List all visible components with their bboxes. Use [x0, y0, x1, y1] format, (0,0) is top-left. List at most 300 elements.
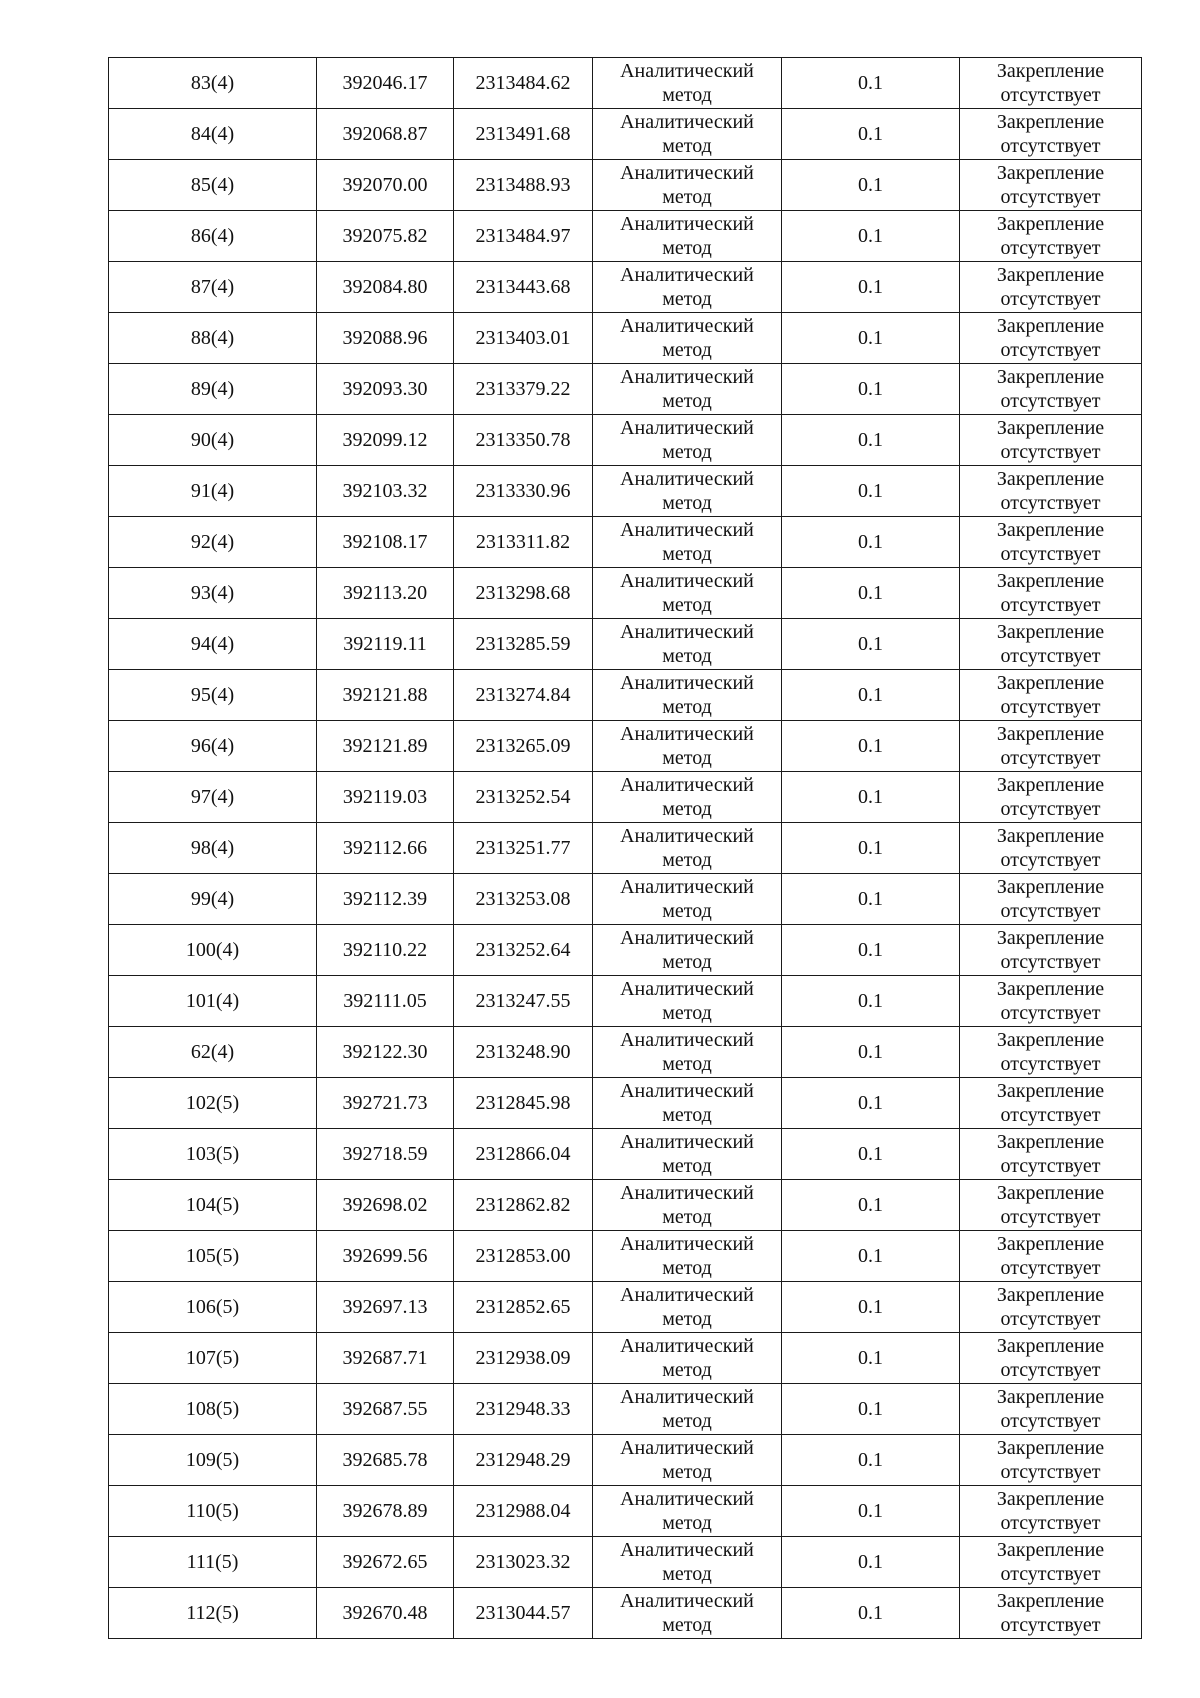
table-row: [109, 721, 1142, 772]
y-coordinate-cell: 2313298.68: [454, 568, 593, 619]
y-coordinate-cell: 2313265.09: [454, 721, 593, 772]
fixing-cell: [960, 772, 1142, 823]
accuracy-cell: 0.1: [782, 415, 960, 466]
method-cell: [593, 1231, 782, 1282]
method-line-1: Аналитический: [620, 1284, 754, 1306]
table-row: [109, 466, 1142, 517]
y-coordinate-cell: 2312852.65: [454, 1282, 593, 1333]
fixing-line-2: отсутствует: [1000, 390, 1101, 412]
fixing-line-2: отсутствует: [1000, 951, 1101, 973]
accuracy-cell: 0.1: [782, 1537, 960, 1588]
method-line-1: Аналитический: [620, 1590, 754, 1612]
method-cell: [593, 1384, 782, 1435]
fixing-line-1: Закрепление: [996, 774, 1105, 796]
y-coordinate-cell: 2313274.84: [454, 670, 593, 721]
y-coordinate-cell: 2313023.32: [454, 1537, 593, 1588]
x-coordinate-cell: 392687.55: [317, 1384, 454, 1435]
table-row: [109, 1435, 1142, 1486]
fixing-line-1: Закрепление: [996, 111, 1105, 133]
fixing-cell: [960, 415, 1142, 466]
fixing-line-1: Закрепление: [996, 927, 1105, 949]
fixing-cell: [960, 1537, 1142, 1588]
method-line-2: метод: [662, 492, 712, 514]
point-number-cell: 99(4): [109, 874, 317, 925]
table-row: [109, 1384, 1142, 1435]
table-row: [109, 619, 1142, 670]
y-coordinate-cell: 2312948.29: [454, 1435, 593, 1486]
table-row: [109, 1486, 1142, 1537]
method-line-1: Аналитический: [620, 1233, 754, 1255]
y-coordinate-cell: 2313247.55: [454, 976, 593, 1027]
fixing-line-1: Закрепление: [996, 1386, 1105, 1408]
accuracy-cell: 0.1: [782, 1435, 960, 1486]
x-coordinate-cell: 392698.02: [317, 1180, 454, 1231]
method-line-1: Аналитический: [620, 315, 754, 337]
fixing-cell: [960, 1435, 1142, 1486]
y-coordinate-cell: 2313350.78: [454, 415, 593, 466]
fixing-cell: [960, 925, 1142, 976]
table-row: [109, 1129, 1142, 1180]
y-coordinate-cell: 2313443.68: [454, 262, 593, 313]
method-line-2: метод: [662, 747, 712, 769]
y-coordinate-cell: 2312845.98: [454, 1078, 593, 1129]
point-number-cell: 93(4): [109, 568, 317, 619]
method-line-2: метод: [662, 900, 712, 922]
method-cell: [593, 109, 782, 160]
accuracy-cell: 0.1: [782, 976, 960, 1027]
fixing-line-1: Закрепление: [996, 213, 1105, 235]
method-line-1: Аналитический: [620, 468, 754, 490]
method-cell: [593, 925, 782, 976]
method-line-2: метод: [662, 1512, 712, 1534]
table-row: [109, 262, 1142, 313]
x-coordinate-cell: 392099.12: [317, 415, 454, 466]
accuracy-cell: 0.1: [782, 1333, 960, 1384]
method-cell: [593, 58, 782, 109]
y-coordinate-cell: 2313491.68: [454, 109, 593, 160]
x-coordinate-cell: 392699.56: [317, 1231, 454, 1282]
fixing-cell: [960, 823, 1142, 874]
fixing-line-1: Закрепление: [996, 1488, 1105, 1510]
y-coordinate-cell: 2313484.97: [454, 211, 593, 262]
y-coordinate-cell: 2312862.82: [454, 1180, 593, 1231]
fixing-line-2: отсутствует: [1000, 1308, 1101, 1330]
fixing-line-1: Закрепление: [996, 264, 1105, 286]
table-row: [109, 1537, 1142, 1588]
fixing-line-2: отсутствует: [1000, 849, 1101, 871]
method-line-2: метод: [662, 441, 712, 463]
method-line-1: Аналитический: [620, 723, 754, 745]
fixing-line-1: Закрепление: [996, 1080, 1105, 1102]
method-cell: [593, 415, 782, 466]
fixing-line-1: Закрепление: [996, 1590, 1105, 1612]
fixing-line-2: отсутствует: [1000, 543, 1101, 565]
fixing-cell: [960, 1588, 1142, 1639]
fixing-line-1: Закрепление: [996, 1284, 1105, 1306]
method-line-2: метод: [662, 645, 712, 667]
fixing-line-1: Закрепление: [996, 978, 1105, 1000]
fixing-line-1: Закрепление: [996, 1539, 1105, 1561]
method-line-1: Аналитический: [620, 876, 754, 898]
point-number-cell: 92(4): [109, 517, 317, 568]
method-line-2: метод: [662, 1563, 712, 1585]
fixing-cell: [960, 466, 1142, 517]
fixing-line-2: отсутствует: [1000, 288, 1101, 310]
accuracy-cell: 0.1: [782, 925, 960, 976]
point-number-cell: 109(5): [109, 1435, 317, 1486]
fixing-line-2: отсутствует: [1000, 1206, 1101, 1228]
fixing-line-1: Закрепление: [996, 162, 1105, 184]
y-coordinate-cell: 2312988.04: [454, 1486, 593, 1537]
x-coordinate-cell: 392110.22: [317, 925, 454, 976]
table-row: [109, 772, 1142, 823]
method-cell: [593, 313, 782, 364]
method-cell: [593, 160, 782, 211]
method-line-2: метод: [662, 594, 712, 616]
method-line-1: Аналитический: [620, 111, 754, 133]
method-cell: [593, 1180, 782, 1231]
fixing-cell: [960, 976, 1142, 1027]
method-line-2: метод: [662, 339, 712, 361]
coordinates-table: [108, 57, 1142, 1639]
method-line-1: Аналитический: [620, 825, 754, 847]
point-number-cell: 95(4): [109, 670, 317, 721]
method-cell: [593, 772, 782, 823]
method-cell: [593, 568, 782, 619]
point-number-cell: 85(4): [109, 160, 317, 211]
y-coordinate-cell: 2312853.00: [454, 1231, 593, 1282]
fixing-line-1: Закрепление: [996, 876, 1105, 898]
table-row: [109, 1282, 1142, 1333]
method-cell: [593, 1435, 782, 1486]
point-number-cell: 108(5): [109, 1384, 317, 1435]
method-line-2: метод: [662, 1410, 712, 1432]
fixing-line-2: отсутствует: [1000, 492, 1101, 514]
y-coordinate-cell: 2313488.93: [454, 160, 593, 211]
table-row: [109, 823, 1142, 874]
y-coordinate-cell: 2313044.57: [454, 1588, 593, 1639]
accuracy-cell: 0.1: [782, 874, 960, 925]
y-coordinate-cell: 2313252.54: [454, 772, 593, 823]
method-line-1: Аналитический: [620, 60, 754, 82]
table-row: [109, 1588, 1142, 1639]
fixing-cell: [960, 1231, 1142, 1282]
method-cell: [593, 670, 782, 721]
accuracy-cell: 0.1: [782, 517, 960, 568]
fixing-line-2: отсутствует: [1000, 900, 1101, 922]
point-number-cell: 96(4): [109, 721, 317, 772]
point-number-cell: 97(4): [109, 772, 317, 823]
fixing-cell: [960, 619, 1142, 670]
method-line-2: метод: [662, 1257, 712, 1279]
fixing-cell: [960, 874, 1142, 925]
method-line-1: Аналитический: [620, 1488, 754, 1510]
x-coordinate-cell: 392670.48: [317, 1588, 454, 1639]
table-row: [109, 874, 1142, 925]
point-number-cell: 105(5): [109, 1231, 317, 1282]
fixing-line-1: Закрепление: [996, 621, 1105, 643]
fixing-cell: [960, 721, 1142, 772]
method-line-1: Аналитический: [620, 1386, 754, 1408]
method-line-1: Аналитический: [620, 1131, 754, 1153]
method-line-2: метод: [662, 1206, 712, 1228]
coordinates-table-body: [109, 58, 1142, 1639]
accuracy-cell: 0.1: [782, 823, 960, 874]
fixing-line-2: отсутствует: [1000, 84, 1101, 106]
table-row: [109, 517, 1142, 568]
x-coordinate-cell: 392112.66: [317, 823, 454, 874]
accuracy-cell: 0.1: [782, 1384, 960, 1435]
table-row: [109, 568, 1142, 619]
y-coordinate-cell: 2313311.82: [454, 517, 593, 568]
method-line-2: метод: [662, 1155, 712, 1177]
table-row: [109, 415, 1142, 466]
method-line-1: Аналитический: [620, 1029, 754, 1051]
x-coordinate-cell: 392112.39: [317, 874, 454, 925]
y-coordinate-cell: 2312948.33: [454, 1384, 593, 1435]
method-line-1: Аналитический: [620, 978, 754, 1000]
fixing-line-1: Закрепление: [996, 1182, 1105, 1204]
method-line-2: метод: [662, 135, 712, 157]
method-line-1: Аналитический: [620, 264, 754, 286]
fixing-line-1: Закрепление: [996, 1233, 1105, 1255]
method-cell: [593, 874, 782, 925]
fixing-cell: [960, 58, 1142, 109]
point-number-cell: 102(5): [109, 1078, 317, 1129]
x-coordinate-cell: 392075.82: [317, 211, 454, 262]
x-coordinate-cell: 392088.96: [317, 313, 454, 364]
method-line-2: метод: [662, 1308, 712, 1330]
accuracy-cell: 0.1: [782, 1180, 960, 1231]
method-line-1: Аналитический: [620, 1437, 754, 1459]
fixing-cell: [960, 1333, 1142, 1384]
method-line-1: Аналитический: [620, 1335, 754, 1357]
method-line-1: Аналитический: [620, 417, 754, 439]
fixing-line-2: отсутствует: [1000, 1257, 1101, 1279]
point-number-cell: 86(4): [109, 211, 317, 262]
y-coordinate-cell: 2313248.90: [454, 1027, 593, 1078]
fixing-line-1: Закрепление: [996, 723, 1105, 745]
fixing-cell: [960, 1282, 1142, 1333]
method-line-1: Аналитический: [620, 366, 754, 388]
method-cell: [593, 976, 782, 1027]
fixing-cell: [960, 1180, 1142, 1231]
x-coordinate-cell: 392070.00: [317, 160, 454, 211]
accuracy-cell: 0.1: [782, 262, 960, 313]
method-line-1: Аналитический: [620, 162, 754, 184]
method-cell: [593, 262, 782, 313]
x-coordinate-cell: 392103.32: [317, 466, 454, 517]
fixing-line-2: отсутствует: [1000, 1359, 1101, 1381]
method-cell: [593, 1282, 782, 1333]
method-cell: [593, 823, 782, 874]
point-number-cell: 100(4): [109, 925, 317, 976]
method-line-2: метод: [662, 696, 712, 718]
table-row: [109, 1078, 1142, 1129]
table-row: [109, 160, 1142, 211]
method-line-1: Аналитический: [620, 213, 754, 235]
accuracy-cell: 0.1: [782, 466, 960, 517]
method-cell: [593, 1027, 782, 1078]
method-line-1: Аналитический: [620, 570, 754, 592]
method-line-2: метод: [662, 1461, 712, 1483]
fixing-line-2: отсутствует: [1000, 1563, 1101, 1585]
method-line-2: метод: [662, 849, 712, 871]
fixing-line-1: Закрепление: [996, 1029, 1105, 1051]
fixing-line-2: отсутствует: [1000, 1104, 1101, 1126]
method-cell: [593, 517, 782, 568]
method-line-2: метод: [662, 951, 712, 973]
x-coordinate-cell: 392721.73: [317, 1078, 454, 1129]
y-coordinate-cell: 2313253.08: [454, 874, 593, 925]
method-line-2: метод: [662, 1104, 712, 1126]
accuracy-cell: 0.1: [782, 211, 960, 262]
fixing-line-2: отсутствует: [1000, 339, 1101, 361]
y-coordinate-cell: 2313484.62: [454, 58, 593, 109]
fixing-line-1: Закрепление: [996, 519, 1105, 541]
method-line-1: Аналитический: [620, 1182, 754, 1204]
method-line-1: Аналитический: [620, 621, 754, 643]
point-number-cell: 84(4): [109, 109, 317, 160]
x-coordinate-cell: 392068.87: [317, 109, 454, 160]
method-line-2: метод: [662, 1002, 712, 1024]
table-row: [109, 313, 1142, 364]
fixing-line-2: отсутствует: [1000, 135, 1101, 157]
point-number-cell: 88(4): [109, 313, 317, 364]
fixing-line-1: Закрепление: [996, 60, 1105, 82]
table-row: [109, 976, 1142, 1027]
fixing-cell: [960, 109, 1142, 160]
fixing-line-2: отсутствует: [1000, 1512, 1101, 1534]
fixing-line-1: Закрепление: [996, 1131, 1105, 1153]
fixing-line-1: Закрепление: [996, 1437, 1105, 1459]
fixing-line-2: отсутствует: [1000, 747, 1101, 769]
fixing-line-1: Закрепление: [996, 417, 1105, 439]
fixing-cell: [960, 1027, 1142, 1078]
y-coordinate-cell: 2313403.01: [454, 313, 593, 364]
point-number-cell: 91(4): [109, 466, 317, 517]
accuracy-cell: 0.1: [782, 1231, 960, 1282]
method-line-1: Аналитический: [620, 774, 754, 796]
x-coordinate-cell: 392718.59: [317, 1129, 454, 1180]
method-line-2: метод: [662, 84, 712, 106]
method-line-2: метод: [662, 1614, 712, 1636]
method-line-1: Аналитический: [620, 672, 754, 694]
accuracy-cell: 0.1: [782, 619, 960, 670]
accuracy-cell: 0.1: [782, 109, 960, 160]
x-coordinate-cell: 392113.20: [317, 568, 454, 619]
method-cell: [593, 721, 782, 772]
fixing-line-2: отсутствует: [1000, 237, 1101, 259]
x-coordinate-cell: 392119.11: [317, 619, 454, 670]
table-row: [109, 364, 1142, 415]
fixing-line-2: отсутствует: [1000, 696, 1101, 718]
table-row: [109, 1333, 1142, 1384]
point-number-cell: 89(4): [109, 364, 317, 415]
x-coordinate-cell: 392678.89: [317, 1486, 454, 1537]
fixing-cell: [960, 160, 1142, 211]
point-number-cell: 101(4): [109, 976, 317, 1027]
accuracy-cell: 0.1: [782, 364, 960, 415]
accuracy-cell: 0.1: [782, 772, 960, 823]
x-coordinate-cell: 392122.30: [317, 1027, 454, 1078]
point-number-cell: 103(5): [109, 1129, 317, 1180]
fixing-line-2: отсутствует: [1000, 1410, 1101, 1432]
fixing-line-1: Закрепление: [996, 570, 1105, 592]
method-cell: [593, 1537, 782, 1588]
method-cell: [593, 466, 782, 517]
fixing-cell: [960, 262, 1142, 313]
table-row: [109, 58, 1142, 109]
fixing-cell: [960, 670, 1142, 721]
fixing-line-2: отсутствует: [1000, 1053, 1101, 1075]
accuracy-cell: 0.1: [782, 721, 960, 772]
y-coordinate-cell: 2313330.96: [454, 466, 593, 517]
method-line-2: метод: [662, 543, 712, 565]
method-line-2: метод: [662, 186, 712, 208]
x-coordinate-cell: 392093.30: [317, 364, 454, 415]
fixing-cell: [960, 313, 1142, 364]
y-coordinate-cell: 2313285.59: [454, 619, 593, 670]
x-coordinate-cell: 392084.80: [317, 262, 454, 313]
point-number-cell: 107(5): [109, 1333, 317, 1384]
accuracy-cell: 0.1: [782, 1486, 960, 1537]
method-line-2: метод: [662, 798, 712, 820]
fixing-line-2: отсутствует: [1000, 798, 1101, 820]
x-coordinate-cell: 392672.65: [317, 1537, 454, 1588]
x-coordinate-cell: 392121.88: [317, 670, 454, 721]
x-coordinate-cell: 392121.89: [317, 721, 454, 772]
fixing-cell: [960, 1129, 1142, 1180]
fixing-line-2: отсутствует: [1000, 594, 1101, 616]
method-cell: [593, 1486, 782, 1537]
accuracy-cell: 0.1: [782, 1129, 960, 1180]
table-row: [109, 1027, 1142, 1078]
fixing-line-1: Закрепление: [996, 825, 1105, 847]
accuracy-cell: 0.1: [782, 1588, 960, 1639]
table-row: [109, 109, 1142, 160]
method-cell: [593, 1333, 782, 1384]
x-coordinate-cell: 392046.17: [317, 58, 454, 109]
fixing-line-1: Закрепление: [996, 468, 1105, 490]
y-coordinate-cell: 2313379.22: [454, 364, 593, 415]
x-coordinate-cell: 392685.78: [317, 1435, 454, 1486]
point-number-cell: 90(4): [109, 415, 317, 466]
point-number-cell: 112(5): [109, 1588, 317, 1639]
fixing-line-2: отсутствует: [1000, 1155, 1101, 1177]
method-cell: [593, 364, 782, 415]
point-number-cell: 62(4): [109, 1027, 317, 1078]
accuracy-cell: 0.1: [782, 1027, 960, 1078]
fixing-cell: [960, 211, 1142, 262]
point-number-cell: 98(4): [109, 823, 317, 874]
fixing-cell: [960, 568, 1142, 619]
method-line-2: метод: [662, 1053, 712, 1075]
y-coordinate-cell: 2313252.64: [454, 925, 593, 976]
table-row: [109, 1231, 1142, 1282]
x-coordinate-cell: 392119.03: [317, 772, 454, 823]
fixing-cell: [960, 1078, 1142, 1129]
method-cell: [593, 1588, 782, 1639]
method-line-1: Аналитический: [620, 927, 754, 949]
accuracy-cell: 0.1: [782, 568, 960, 619]
fixing-line-2: отсутствует: [1000, 186, 1101, 208]
table-row: [109, 1180, 1142, 1231]
method-cell: [593, 619, 782, 670]
x-coordinate-cell: 392697.13: [317, 1282, 454, 1333]
table-row: [109, 211, 1142, 262]
fixing-line-1: Закрепление: [996, 315, 1105, 337]
